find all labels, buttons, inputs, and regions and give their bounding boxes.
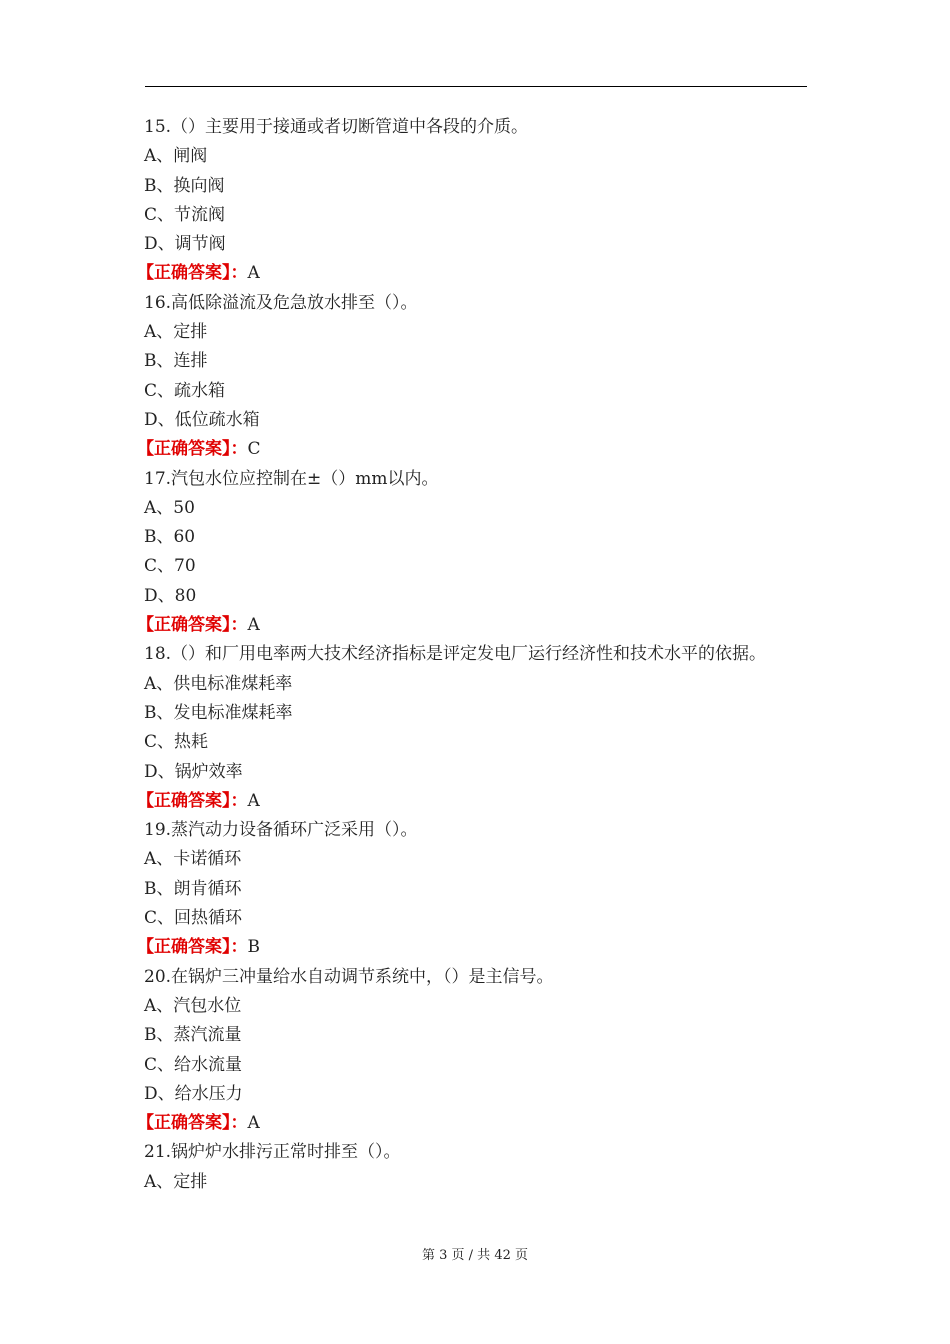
option-a: A、供电标准煤耗率 <box>144 673 293 694</box>
question-stem: 15.（）主要用于接通或者切断管道中各段的介质。 <box>144 117 529 137</box>
correct-answer <box>137 259 808 288</box>
answer-label: 【正确答案】 <box>137 615 231 636</box>
answer-colon: ： <box>230 1113 248 1134</box>
option-d: D、给水压力 <box>144 1083 243 1104</box>
option-a: A、定排 <box>144 322 208 343</box>
option-b: B、朗肯循环 <box>144 878 242 899</box>
option-a: A、闸阀 <box>144 146 208 167</box>
question-17 <box>137 465 808 641</box>
option-b: B、换向阀 <box>144 175 225 196</box>
correct-answer <box>137 1109 808 1138</box>
answer-value: A <box>247 263 260 284</box>
option-a: A、卡诺循环 <box>144 849 242 870</box>
option-c: C、给水流量 <box>144 1054 243 1075</box>
question-stem: 16.高低除溢流及危急放水排至（）。 <box>144 292 418 313</box>
option-d: D、调节阀 <box>144 234 226 255</box>
correct-answer <box>137 435 808 464</box>
header-rule <box>145 86 807 87</box>
correct-answer <box>137 787 808 816</box>
option-a: A、汽包水位 <box>144 995 242 1016</box>
answer-colon: ： <box>230 439 248 460</box>
option-c: C、节流阀 <box>144 204 226 225</box>
question-21 <box>144 1138 808 1197</box>
answer-value: A <box>247 1113 260 1134</box>
correct-answer <box>137 611 808 640</box>
answer-label: 【正确答案】 <box>137 439 231 460</box>
answer-label: 【正确答案】 <box>137 1113 231 1134</box>
option-a: A、定排 <box>144 1171 208 1192</box>
option-c: C、疏水箱 <box>144 380 226 401</box>
answer-label: 【正确答案】 <box>137 937 231 958</box>
page-footer: 第 3 页 / 共 42 页 <box>422 1248 528 1263</box>
answer-value: C <box>247 439 261 460</box>
option-d: D、低位疏水箱 <box>144 409 260 430</box>
option-a: A、50 <box>144 497 195 518</box>
answer-value: A <box>247 615 260 636</box>
question-19 <box>137 816 808 962</box>
question-stem: 18.（）和厂用电率两大技术经济指标是评定发电厂运行经济性和技术水平的依据。 <box>144 644 767 665</box>
answer-label: 【正确答案】 <box>137 263 231 284</box>
option-c: C、回热循环 <box>144 908 243 929</box>
answer-colon: ： <box>230 937 248 958</box>
question-15 <box>137 113 808 289</box>
question-16 <box>137 289 808 465</box>
question-stem: 21.锅炉炉水排污正常时排至（）。 <box>144 1142 401 1163</box>
question-stem: 19.蒸汽动力设备循环广泛采用（）。 <box>144 820 418 841</box>
answer-colon: ： <box>230 263 248 284</box>
option-c: C、70 <box>144 556 196 577</box>
option-c: C、热耗 <box>144 732 209 753</box>
answer-colon: ： <box>230 790 248 811</box>
question-list <box>137 113 808 1197</box>
answer-value: A <box>247 790 260 811</box>
option-b: B、蒸汽流量 <box>144 1025 242 1046</box>
option-b: B、连排 <box>144 351 208 372</box>
correct-answer <box>137 933 808 962</box>
question-stem: 20.在锅炉三冲量给水自动调节系统中，（）是主信号。 <box>144 966 554 987</box>
option-b: B、60 <box>144 527 196 548</box>
option-b: B、发电标准煤耗率 <box>144 702 293 723</box>
answer-label: 【正确答案】 <box>137 790 231 811</box>
answer-value: B <box>247 937 260 958</box>
question-20 <box>137 963 808 1139</box>
option-d: D、锅炉效率 <box>144 761 243 782</box>
question-stem: 17.汽包水位应控制在±（）mm以内。 <box>144 468 439 489</box>
option-d: D、80 <box>144 585 197 606</box>
answer-colon: ： <box>230 615 248 636</box>
question-18 <box>137 640 808 816</box>
